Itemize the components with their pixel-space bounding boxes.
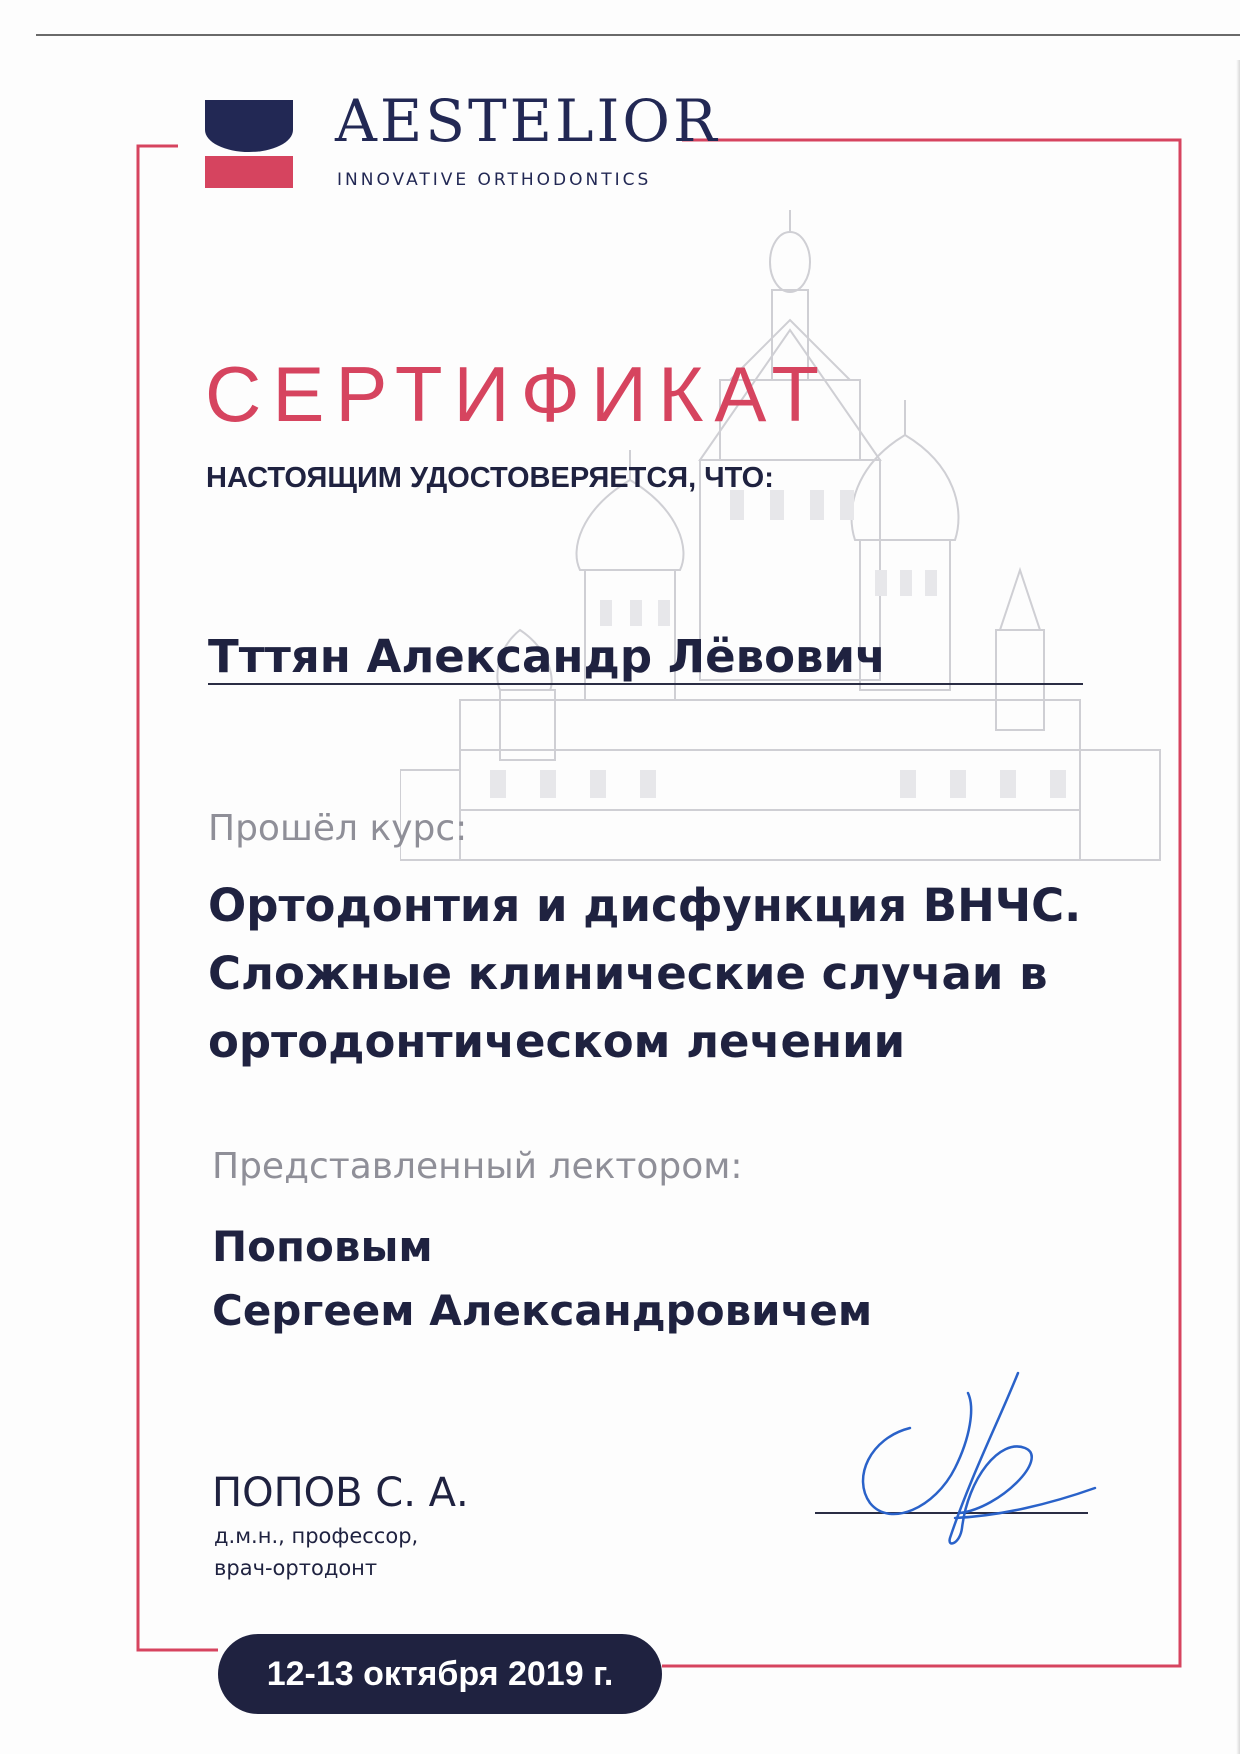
certificate-subtitle: НАСТОЯЩИМ УДОСТОВЕРЯЕТСЯ, ЧТО: [206, 462, 774, 494]
brand-tagline: INNOVATIVE ORTHODONTICS [337, 170, 652, 190]
date-text: 12-13 октября 2019 г. [266, 1654, 614, 1693]
course-title-line: Ортодонтия и дисфункция ВНЧС. [208, 879, 1082, 932]
signer-credential-line: врач-ортодонт [214, 1556, 378, 1580]
lecturer-name-line: Поповым [212, 1222, 433, 1271]
lecturer-name-line: Сергеем Александровичем [212, 1286, 873, 1335]
signer-name: ПОПОВ С. А. [212, 1470, 469, 1516]
signer-credentials [214, 1520, 418, 1584]
date-badge [218, 1634, 662, 1714]
course-title-line: ортодонтическом лечении [208, 1015, 906, 1068]
lecturer-name [212, 1215, 872, 1343]
course-title [208, 872, 1081, 1076]
signer-credential-line: д.м.н., профессор, [214, 1524, 419, 1548]
lecturer-label: Представленный лектором: [212, 1146, 743, 1187]
certificate-title: СЕРТИФИКАТ [205, 350, 830, 438]
brand-name: AESTELIOR [335, 87, 720, 155]
handwritten-signature [850, 1368, 1100, 1548]
recipient-name: Тттян Александр Лёвович [208, 630, 886, 683]
aestelior-logo-icon [205, 100, 293, 188]
course-label: Прошёл курс: [208, 808, 468, 849]
recipient-underline [208, 683, 1083, 685]
cathedral-watermark-illustration [400, 210, 1180, 960]
course-title-line: Сложные клинические случаи в [208, 947, 1048, 1000]
